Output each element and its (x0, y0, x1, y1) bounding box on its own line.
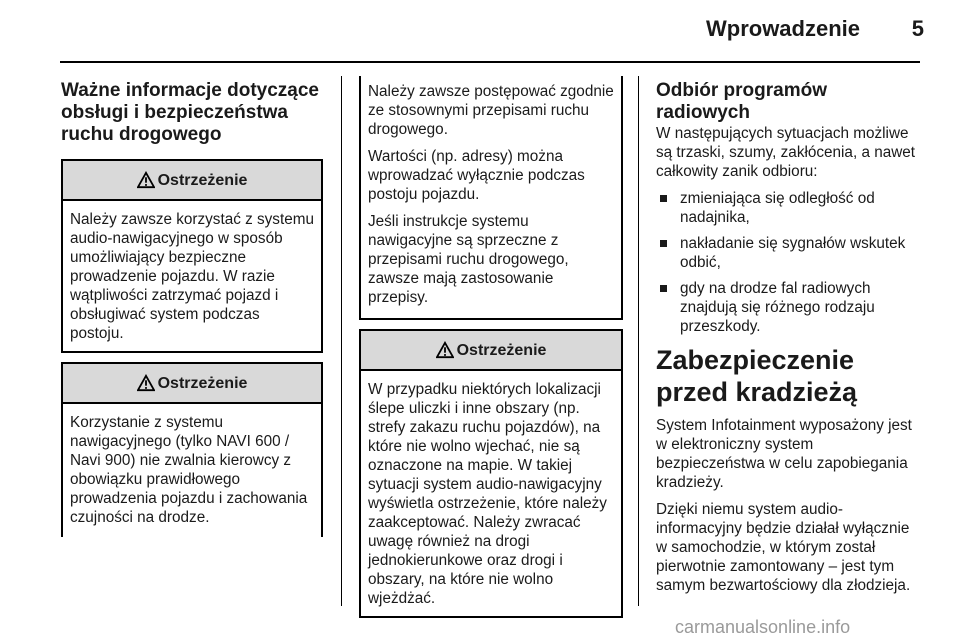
warning-triangle-icon (436, 341, 454, 359)
warning-box-3 (359, 329, 623, 618)
warning-triangle-icon (137, 171, 155, 189)
header-rule (60, 61, 920, 63)
warning-box-2 (61, 362, 323, 537)
warning-title: Ostrzeżenie (157, 171, 248, 189)
section-heading-radio: Odbiór programów radiowych (656, 80, 827, 123)
warning-header (361, 331, 621, 371)
warning-body: Korzystanie z systemu nawigacyjnego (tylko NAVI 600 / Navi 900) nie zwalnia kierowcy z obowiązku prawidłowego prowadzenia pojazdu i zachowania czujności na drodze. (70, 414, 308, 526)
section-heading-safety: Ważne informacje dotyczące obsługi i bezpieczeństwa ruchu drogowego (61, 80, 319, 145)
warning-body: Należy zawsze korzystać z systemu audio-nawigacyjnego w sposób umożliwiający bezpieczne prowadzenie pojazdu. W razie wątpliwości zatrzymać pojazd i obsługiwać system podczas postoju. (70, 211, 314, 342)
warning-body-continued (361, 76, 621, 318)
radio-bullet-list (656, 189, 924, 336)
warning-header (63, 364, 321, 404)
page-number: 5 (911, 16, 924, 41)
warning-title: Ostrzeżenie (456, 341, 547, 359)
paragraph: System Infotainment wyposażony jest w elektroniczny system bezpieczeństwa w celu zapobiegania kradzieży. (656, 417, 912, 491)
section-heading-theft: Zabezpieczenie przed kradzieżą (656, 345, 858, 407)
paragraph: W następujących sytuacjach możliwe są trzaski, szumy, zakłócenia, a nawet całkowity zanik odbioru: (656, 125, 916, 180)
left-column (61, 80, 323, 537)
footer-watermark: carmanualsonline.info (675, 617, 851, 637)
page-header-title: Wprowadzenie (705, 16, 860, 41)
list-item: gdy na drodze fal radiowych znajdują się różnego rodzaju przeszkody. (656, 279, 924, 336)
paragraph: Należy zawsze postępować zgodnie ze stosownymi przepisami ruchu drogowego. (368, 83, 614, 138)
list-item: nakładanie się sygnałów wskutek odbić, (656, 234, 924, 272)
right-column (656, 80, 924, 603)
list-item: zmieniająca się odległość od nadajnika, (656, 189, 924, 227)
warning-body: W przypadku niektórych lokalizacji ślepe uliczki i inne obszary (np. strefy zakazu ruchu pojazdów), na które nie wolno wjechać, nie są oznaczone na mapie. W takiej sytuacji system audio-nawigacyjny wyświetla ostrzeżenie, które należy zaakceptować. Należy zwracać uwagę również na drogi jednokierunkowe oraz drogi i obszary, na które nie wolno wjeżdżać. (368, 381, 607, 607)
warning-title: Ostrzeżenie (157, 374, 248, 392)
paragraph: Dzięki niemu system audio-informacyjny będzie działał wyłącznie w samochodzie, w którym został pierwotnie zamontowany – jest tym samym bezwartościowy dla złodzieja. (656, 501, 911, 594)
middle-column (359, 76, 623, 618)
warning-box-1 (61, 159, 323, 353)
paragraph: Jeśli instrukcje systemu nawigacyjne są sprzeczne z przepisami ruchu drogowego, zawsze mają zastosowanie przepisy. (368, 213, 569, 306)
column-divider-1 (341, 76, 342, 606)
column-divider-2 (638, 76, 639, 606)
warning-header (63, 161, 321, 201)
paragraph: Wartości (np. adresy) można wprowadzać wyłącznie podczas postoju pojazdu. (368, 148, 585, 203)
warning-box-2-continued (359, 76, 623, 320)
warning-triangle-icon (137, 374, 155, 392)
